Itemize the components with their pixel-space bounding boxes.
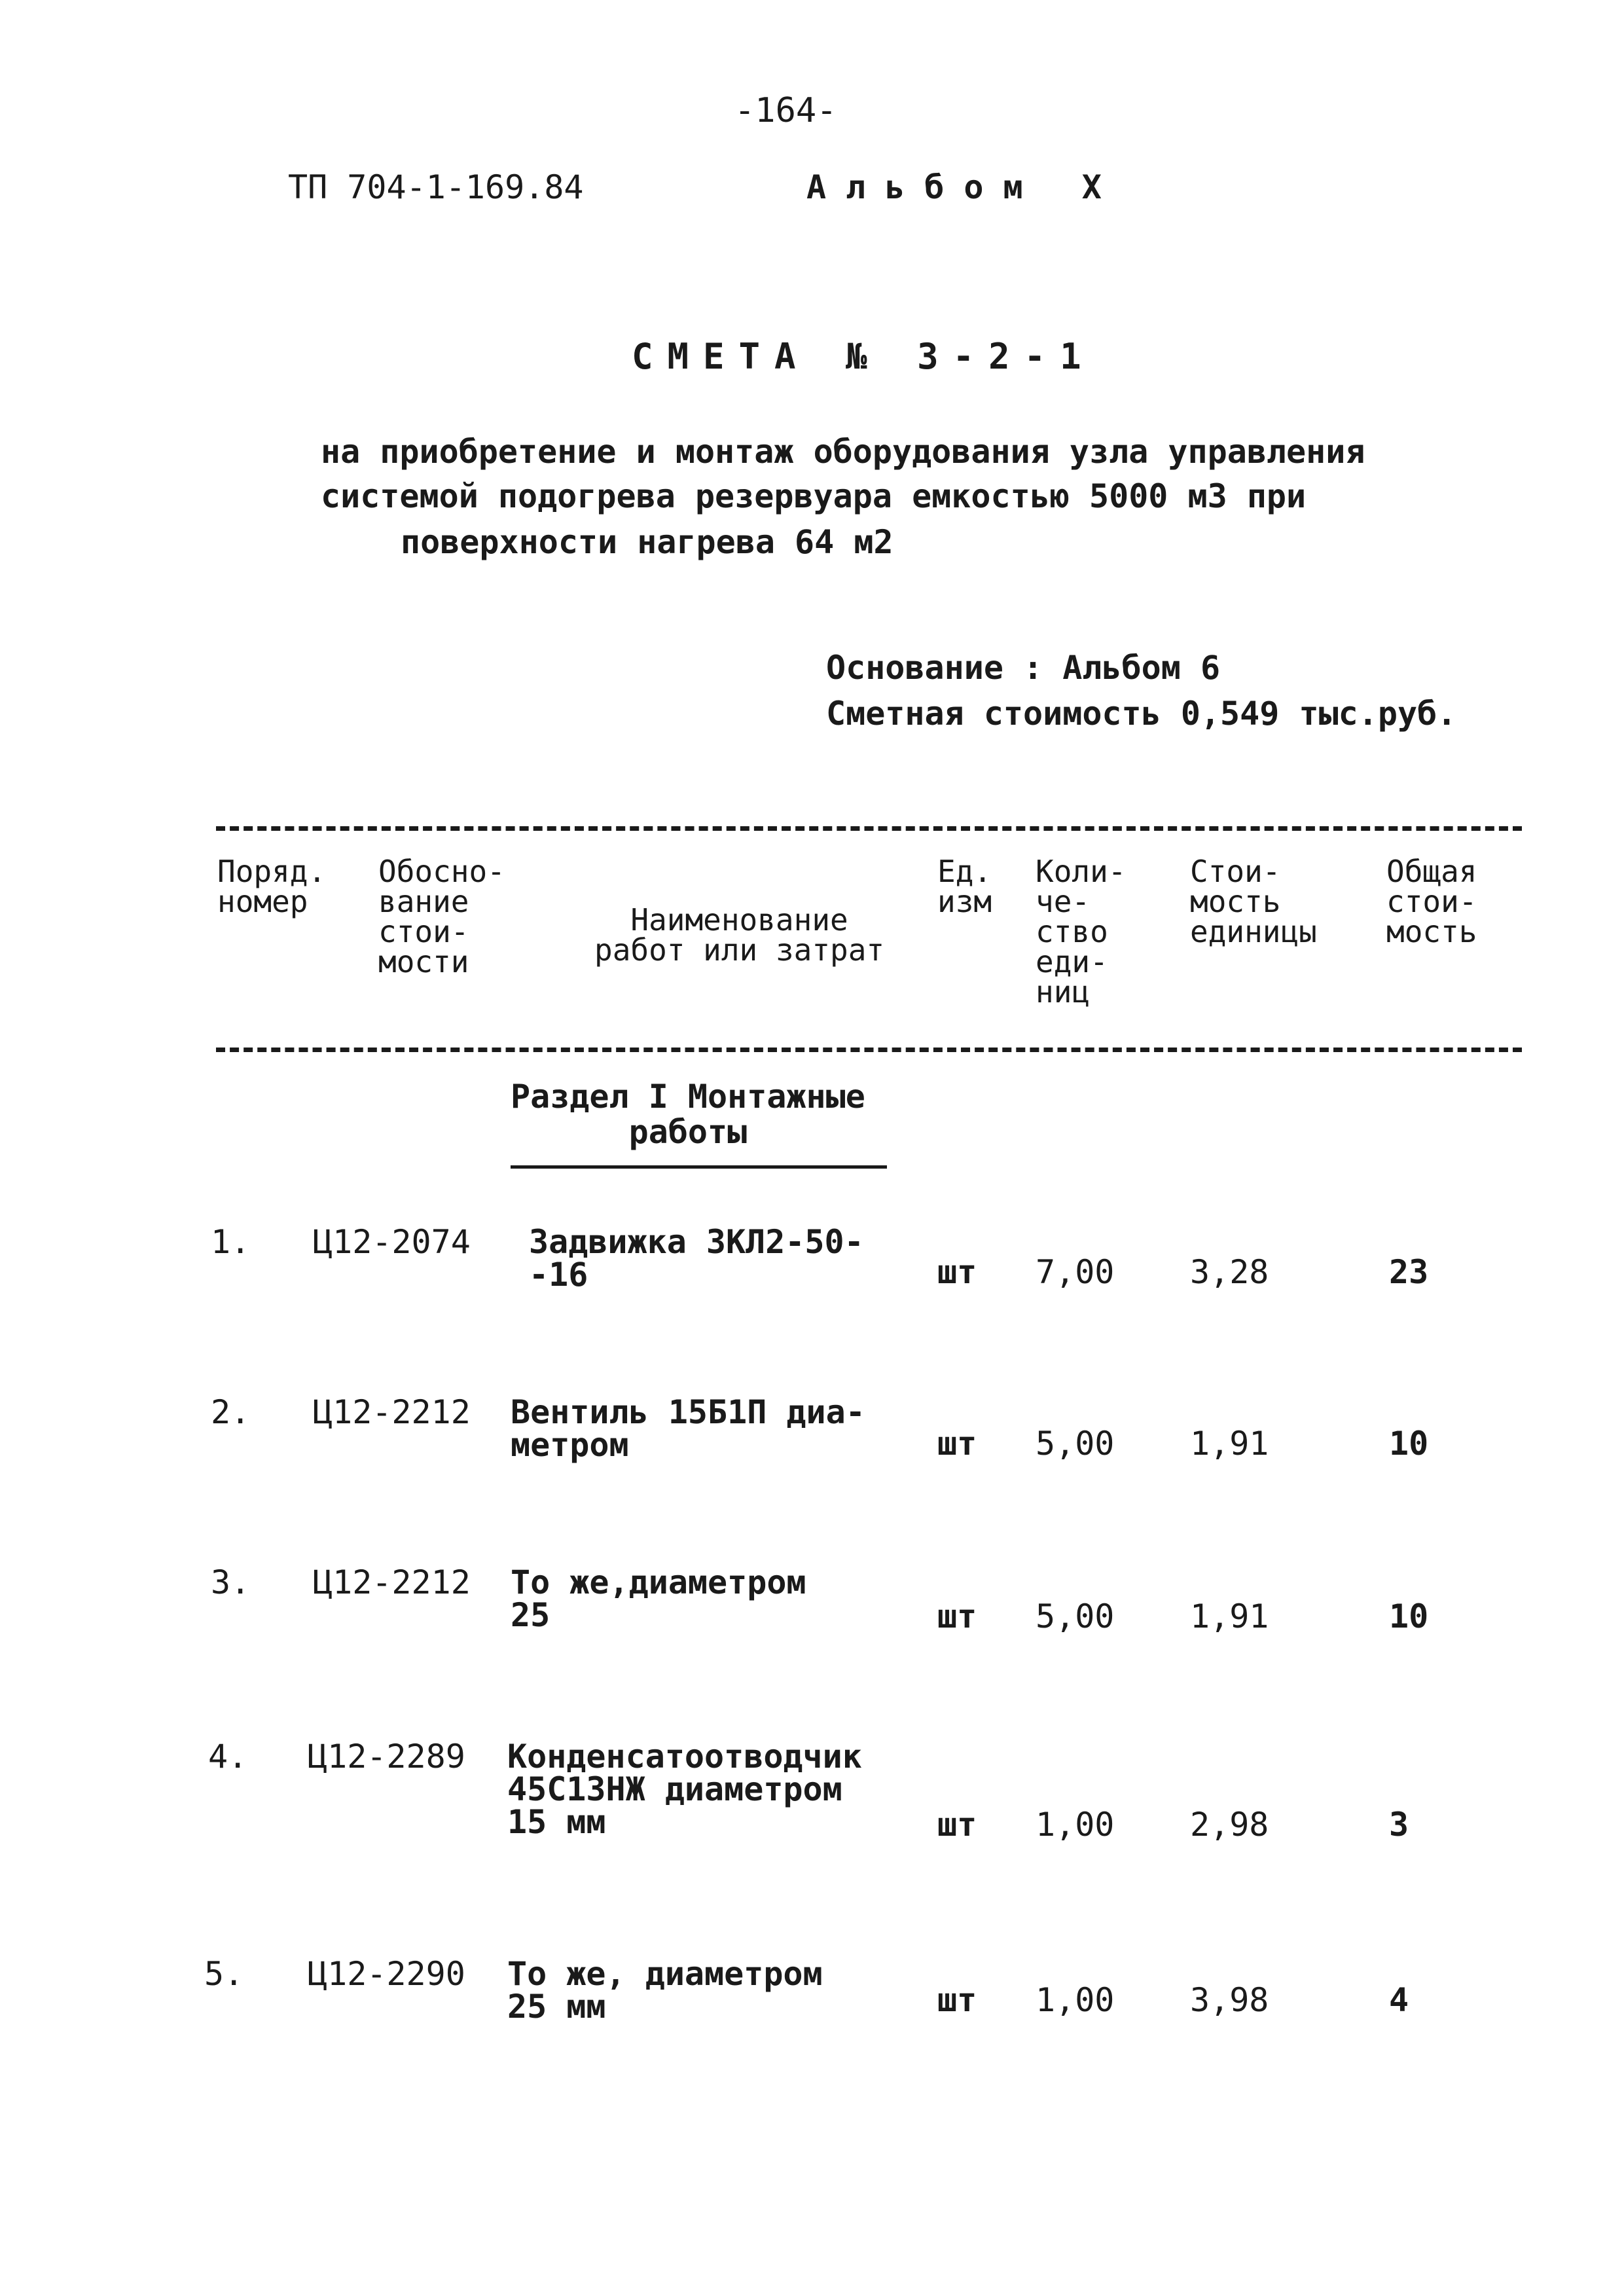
estimate-title: СМЕТА № 3-2-1	[632, 336, 1096, 377]
row-unit: шт	[937, 1981, 977, 2019]
row-total-cost: 3	[1389, 1806, 1409, 1844]
row-unit: шт	[937, 1253, 977, 1291]
column-header-name: Наименование работ или затрат	[594, 902, 885, 968]
estimated-cost-line: Сметная стоимость 0,549 тыс.руб.	[826, 695, 1457, 733]
row-basis: Ц12-2074	[313, 1223, 471, 1261]
row-number: 2.	[211, 1393, 251, 1431]
subtitle-line-2: системой подогрева резервуара емкостью 5000 м3 при	[321, 477, 1307, 515]
row-unit: шт	[937, 1425, 977, 1463]
row-unit-cost: 3,28	[1190, 1253, 1269, 1291]
basis-line: Основание : Альбом 6	[826, 649, 1221, 687]
row-number: 3.	[211, 1563, 251, 1601]
row-quantity: 7,00	[1036, 1253, 1115, 1291]
row-quantity: 5,00	[1036, 1425, 1115, 1463]
row-name: Конденсатоотводчик 45С13НЖ диаметром 15 мм	[507, 1738, 862, 1841]
row-total-cost: 23	[1389, 1253, 1429, 1291]
row-name: Задвижка ЗКЛ2-50- -16	[529, 1223, 864, 1294]
row-quantity: 5,00	[1036, 1597, 1115, 1635]
row-unit-cost: 2,98	[1190, 1806, 1269, 1844]
column-header-total-cost: Общая стои- мость	[1386, 854, 1477, 949]
row-unit-cost: 1,91	[1190, 1425, 1269, 1463]
row-unit: шт	[937, 1597, 977, 1635]
document-code: ТП 704-1-169.84	[288, 168, 584, 206]
row-name: То же, диаметром 25 мм	[507, 1955, 823, 2026]
column-header-basis: Обосно- вание стои- мости	[378, 854, 505, 979]
row-name: То же,диаметром 25	[511, 1563, 806, 1634]
row-number: 1.	[211, 1223, 251, 1261]
row-unit: шт	[937, 1806, 977, 1844]
column-header-unit-cost: Стои- мость единицы	[1190, 854, 1317, 949]
column-header-number: Поряд. номер	[217, 854, 327, 919]
row-total-cost: 10	[1389, 1425, 1429, 1463]
section-underline	[511, 1165, 887, 1169]
column-header-quantity: Коли- че- ство еди- ниц	[1036, 854, 1127, 1010]
page-number: -164-	[734, 91, 837, 130]
row-unit-cost: 1,91	[1190, 1597, 1269, 1635]
table-top-divider	[216, 826, 1522, 831]
section-heading: Раздел I Монтажные работы	[511, 1078, 865, 1151]
row-total-cost: 4	[1389, 1981, 1409, 2019]
row-basis: Ц12-2290	[308, 1955, 465, 1993]
subtitle-line-1: на приобретение и монтаж оборудования узла управления	[321, 433, 1365, 471]
row-number: 5.	[204, 1955, 244, 1993]
row-basis: Ц12-2289	[308, 1738, 465, 1776]
column-header-unit: Ед. изм	[937, 854, 992, 919]
table-header-divider	[216, 1048, 1522, 1052]
row-quantity: 1,00	[1036, 1806, 1115, 1844]
row-number: 4.	[208, 1738, 248, 1776]
row-unit-cost: 3,98	[1190, 1981, 1269, 2019]
row-basis: Ц12-2212	[313, 1563, 471, 1601]
album-label: Альбом X	[806, 168, 1121, 206]
row-total-cost: 10	[1389, 1597, 1429, 1635]
subtitle-line-3: поверхности нагрева 64 м2	[401, 523, 893, 561]
row-quantity: 1,00	[1036, 1981, 1115, 2019]
row-name: Вентиль 15Б1П диа- метром	[511, 1393, 865, 1464]
row-basis: Ц12-2212	[313, 1393, 471, 1431]
